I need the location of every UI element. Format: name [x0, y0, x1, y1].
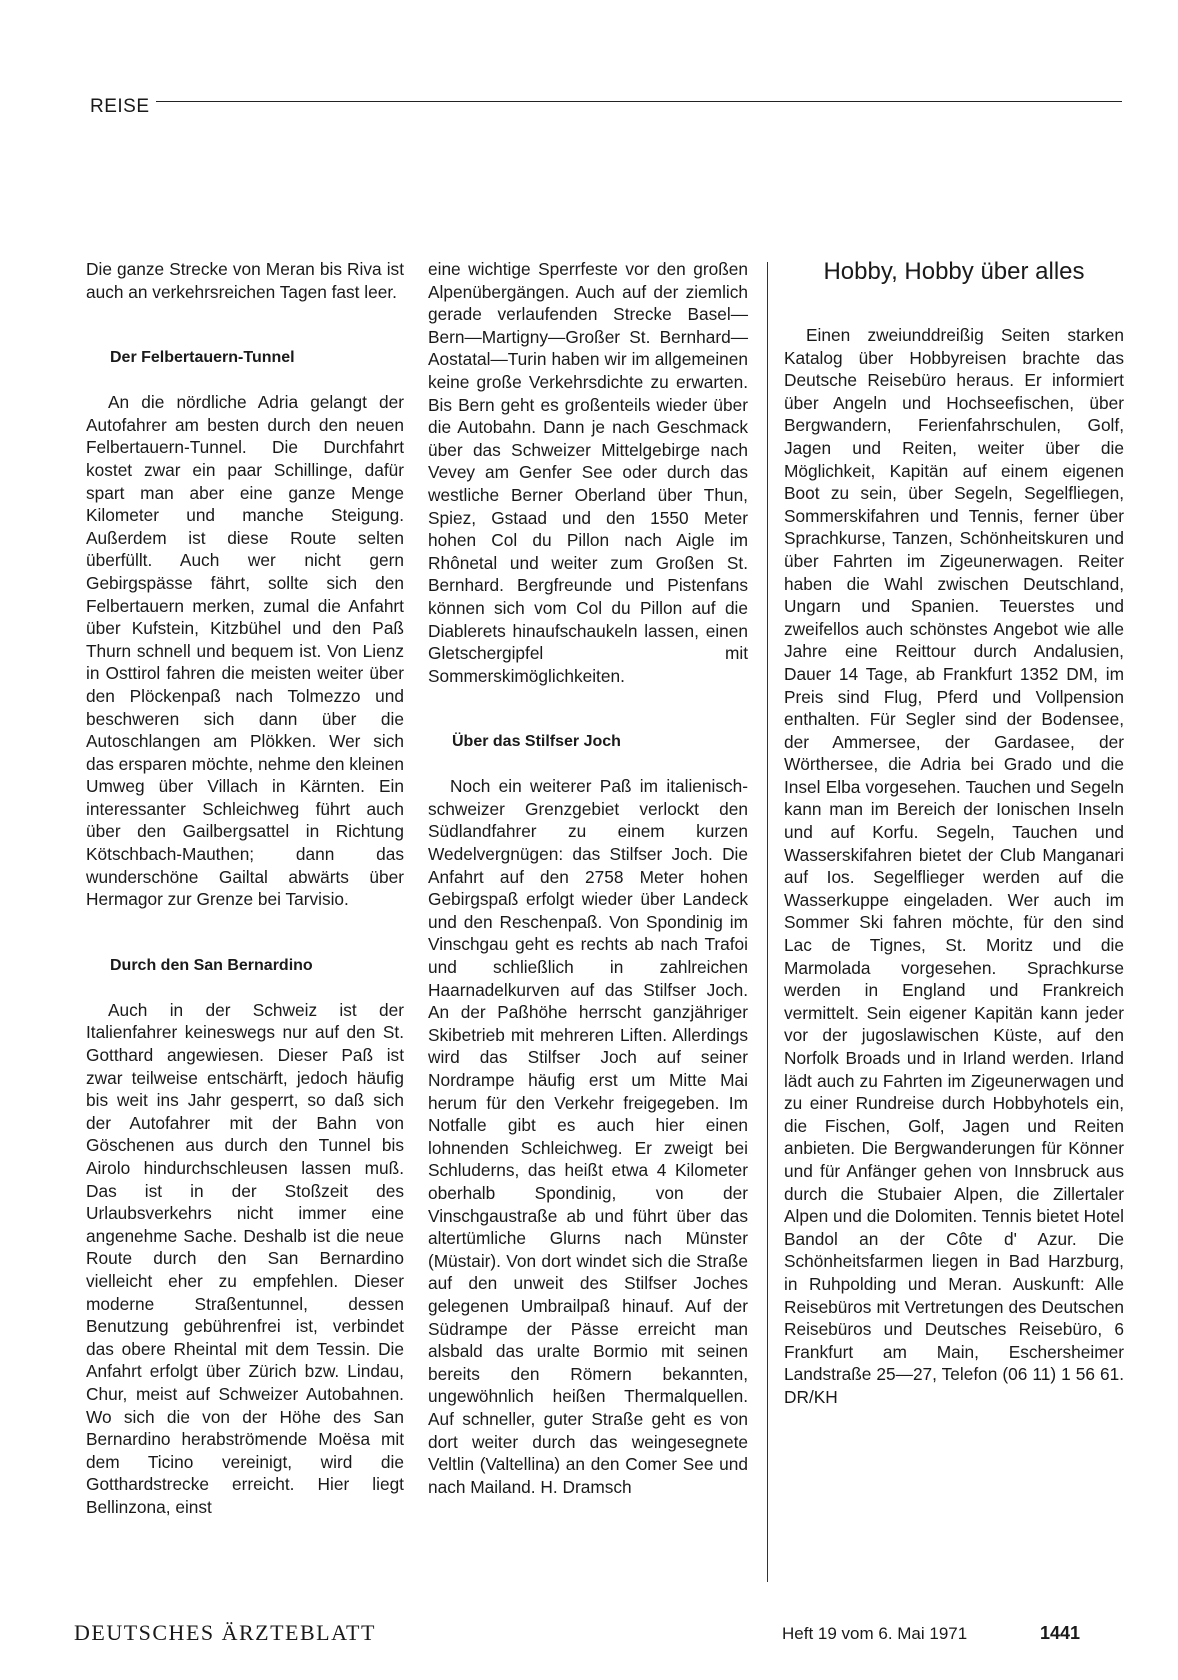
- sidebar-title: Hobby, Hobby über alles: [823, 258, 1085, 285]
- article-column-1: [86, 258, 404, 1519]
- section-heading-san-bernardino: Durch den San Bernardino: [110, 956, 313, 974]
- section-heading-felbertauern: Der Felbertauern-Tunnel: [110, 349, 295, 367]
- journal-name: DEUTSCHES ÄRZTEBLATT: [74, 1620, 376, 1645]
- sidebar-column: [784, 258, 1124, 1409]
- intro-paragraph: Die ganze Strecke von Meran bis Riva ist auch an verkehrsreichen Tagen fast leer.: [86, 259, 404, 302]
- article-column-2: [428, 258, 748, 1498]
- sidebar-paragraph: Einen zweiunddreißig Seiten starken Katalog über Hobbyreisen brachte das Deutsche Reisebüro heraus. Er informiert über Angeln und Hochseefischen, über Bergwandern, Ferienfahrschulen, Golf, Jagen und Reiten, weiter über die Möglichkeit, Kapitän auf einem eigenen Boot zu sein, über Segeln, Segelfliegen, Sommerskifahren und Tennis, ferner über Sprachkurse, Tanzen, Schönheitskuren und über Fahrten im Zigeunerwagen. Reiter haben die Wahl zwischen Deutschland, Ungarn und Spanien. Teuerstes und zweifellos auch schönstes Angebot wie alle Jahre eine Reittour durch Andalusien, Dauer 14 Tage, ab Frankfurt 1352 DM, im Preis sind Flug, Pferd und Vollpension enthalten. Für Segler sind der Bodensee, der Ammersee, der Gardasee, der Wörthersee, die Adria bei Grado und die Insel Elba vorgesehen. Tauchen und Segeln kann man im Bereich der Ionischen Inseln und auf Korfu. Segeln, Tauchen und Wasserskifahren bietet der Club Manganari auf Ios. Segelflieger werden auf die Wasserkuppe eingeladen. Wer auch im Sommer Ski fahren möchte, für den sind Lac de Tignes, St. Moritz und die Marmolada vorgesehen. Sprachkurse werden in England und Frankreich vermittelt. Sein eigener Kapitän kann jeder vor der jugoslawischen Küste, auf den Norfolk Broads und in Irland werden. Irland lädt auch zu Fahrten im Zigeunerwagen und zu einer Rundreise durch Hobbyhotels ein, die Fischen, Golf, Jagen und Reiten anbieten. Die Bergwanderungen für Könner und für Anfänger gehen von Innsbruck aus durch die Stubaier Alpen, die Zillertaler Alpen und die Dolomiten. Tennis bietet Hotel Bandol an der Côte d' Azur. Die Schönheitsfarmen liegen in Bad Harzburg, in Ruhpolding und Meran. Auskunft: Alle Reisebüros mit Vertretungen des Deutschen Reisebüros und Deutsches Reisebüro, 6 Frankfurt am Main, Eschersheimer Landstraße 25—27, Telefon (06 11) 1 56 61. DR/KH: [784, 325, 1124, 1407]
- issue-info: Heft 19 vom 6. Mai 1971: [782, 1624, 968, 1643]
- section-heading-stilfser-joch: Über das Stilfser Joch: [452, 733, 621, 751]
- section-label: REISE: [90, 96, 150, 117]
- continuation-paragraph: eine wichtige Sperrfeste vor den großen Alpenübergängen. Auch auf der ziemlich gerade verlaufenden Strecke Basel—Bern—Martigny—Großer St. Bernhard—Aostatal—Turin haben wir im allgemeinen keine große Verkehrsdichte zu erwarten. Bis Bern geht es großenteils wieder über die Autobahn. Dann je nach Geschmack über das Schweizer Mittelgebirge nach Vevey am Genfer See oder durch das westliche Berner Oberland über Thun, Spiez, Gstaad und den 1550 Meter hohen Col du Pillon nach Aigle im Rhônetal und weiter zum Großen St. Bernhard. Bergfreunde und Pistenfans können sich vom Col du Pillon auf die Diablerets hinaufschaukeln lassen, einen Gletschergipfel mit Sommerskimöglichkeiten.: [428, 259, 748, 686]
- stilfser-joch-paragraph: Noch ein weiterer Paß im italienisch-schweizer Grenzgebiet verlockt den Südlandfahrer zu einem kurzen Wedelvergnügen: das Stilfser Joch. Die Anfahrt auf den 2758 Meter hohen Gebirgspaß erfolgt wieder über Landeck und den Reschenpaß. Von Spondinig im Vinschgau geht es rechts ab nach Trafoi und schließlich in zahlreichen Haarnadelkurven auf das Stilfser Joch. An der Paßhöhe herrscht ganzjähriger Skibetrieb mit mehreren Liften. Allerdings wird das Stilfser Joch auf seiner Nordrampe häufig erst um Mitte Mai herum für den Verkehr freigegeben. Im Notfalle gibt es auch hier einen lohnenden Schleichweg. Er zweigt bei Schluderns, das heißt etwa 4 Kilometer oberhalb Spondinig, von der Vinschgaustraße ab und führt über das altertümliche Glurns nach Münster (Müstair). Von dort windet sich die Straße auf den unweit des Stilfser Joches gelegenen Umbrailpaß hinauf. Auf der Südrampe der Pässe erreicht man alsbald das uralte Bormio mit seinen bereits den Römern bekannten, ungewöhnlich heißen Thermalquellen. Auf schneller, guter Straße geht es von dort weiter durch das weingesegnete Veltlin (Valtellina) an den Comer See und nach Mailand. H. Dramsch: [428, 776, 748, 1497]
- header-rule: [156, 101, 1122, 102]
- column-divider: [767, 262, 768, 1582]
- page-number: 1441: [1040, 1623, 1081, 1643]
- san-bernardino-paragraph: Auch in der Schweiz ist der Italienfahrer keineswegs nur auf den St. Gotthard angewiesen. Dieser Paß ist zwar teilweise entschärft, jedoch häufig bis weit ins Jahr gesperrt, so daß sich der Autofahrer mit der Bahn von Göschenen aus durch den Tunnel bis Airolo hindurchschleusen lassen muß. Das ist in der Stoßzeit des Urlaubsverkehrs nicht immer eine angenehme Sache. Deshalb ist die neue Route durch den San Bernardino vielleicht eher zu empfehlen. Dieser moderne Straßentunnel, dessen Benutzung gebührenfrei ist, verbindet das obere Rheintal mit dem Tessin. Die Anfahrt erfolgt über Zürich bzw. Lindau, Chur, meist auf Schweizer Autobahnen. Wo sich die von der Höhe des San Bernardino herabströmende Moësa mit dem Ticino vereinigt, wird die Gotthardstrecke erreicht. Hier liegt Bellinzona, einst: [86, 999, 404, 1517]
- felbertauern-paragraph: An die nördliche Adria gelangt der Autofahrer am besten durch den neuen Felbertauern-Tunnel. Die Durchfahrt kostet zwar ein paar Schillinge, dafür spart man aber eine ganze Menge Kilometer und manche Steigung. Außerdem ist diese Route selten überfüllt. Auch wer nicht gern Gebirgspässe fährt, sollte sich den Felbertauern merken, zumal die Anfahrt über Kufstein, Kitzbühel und den Paß Thurn schnell und bequem ist. Von Lienz in Osttirol fahren die meisten weiter über den Plöckenpaß nach Tolmezzo und beschweren sich dann über die Autoschlangen am Plökken. Wer sich das ersparen möchte, nehme den kleinen Umweg über Villach in Kärnten. Ein interessanter Schleichweg führt auch über den Gailbergsattel in Richtung Kötschbach-Mauthen; dann das wunderschöne Gailtal abwärts über Hermagor zur Grenze bei Tarvisio.: [86, 392, 404, 910]
